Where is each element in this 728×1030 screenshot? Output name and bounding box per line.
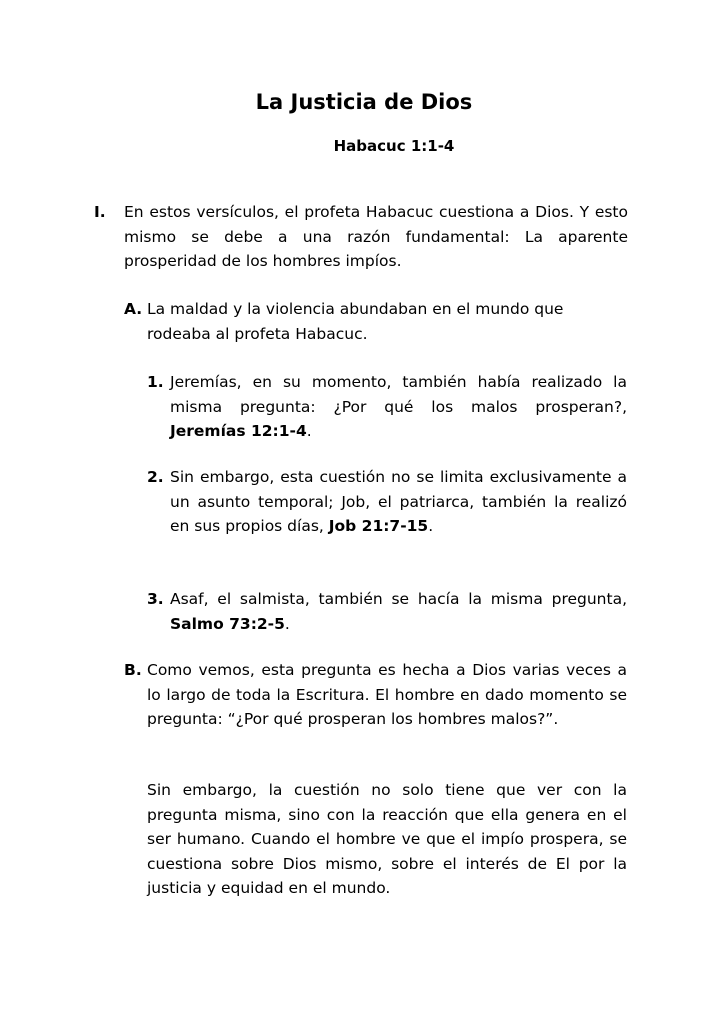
point-marker: A. [124,300,143,318]
subpoint-end: . [428,517,434,535]
subpoint-body: Asaf, el salmista, también se hacía la misma pregunta, [170,590,627,608]
section-text: En estos versículos, el profeta Habacuc cuestiona a Dios. Y esto mismo se debe a una razón fundamental: La aparente prosperidad de los hombres impíos. [124,203,628,270]
page-title: La Justicia de Dios [255,90,473,114]
point-text: La maldad y la violencia abundaban en el mundo que rodeaba al profeta Habacuc. [147,300,564,343]
section-marker: I. [94,203,106,221]
paragraph: Sin embargo, la cuestión no solo tiene que ver con la pregunta misma, sino con la reacción que ella genera en el ser humano. Cuando el hombre ve que el impío prospera, se cuestiona sobre Dios mismo, sobre el interés de El por la justicia y equidad en el mundo. [147,781,627,897]
subpoint-marker: 1. [147,373,164,391]
scripture-reference: Jeremías 12:1-4 [170,422,307,440]
subpoint-text [170,370,627,444]
subpoint-body: Sin embargo, esta cuestión no se limita exclusivamente a un asunto temporal; Job, el patriarca, también la realizó en sus propios días, [170,468,627,535]
subpoint-marker: 2. [147,468,164,486]
scripture-reference: Job 21:7-15 [328,517,429,535]
subpoint-text [170,465,627,539]
subpoint-body: Jeremías, en su momento, también había realizado la misma pregunta: ¿Por qué los malos prosperan?, [170,373,627,416]
subpoint-marker: 3. [147,590,164,608]
subpoint-text [170,587,627,636]
subpoint-end: . [306,422,312,440]
subpoint-end: . [284,614,290,633]
scripture-reference: Salmo 73:2-5 [170,614,285,633]
point-marker: B. [124,661,142,679]
point-text: Como vemos, esta pregunta es hecha a Dios varias veces a lo largo de toda la Escritura. El hombre en dado momento se pregunta: “¿Por qué prosperan los hombres malos?”. [147,661,627,728]
page-subtitle: Habacuc 1:1-4 [333,137,455,155]
